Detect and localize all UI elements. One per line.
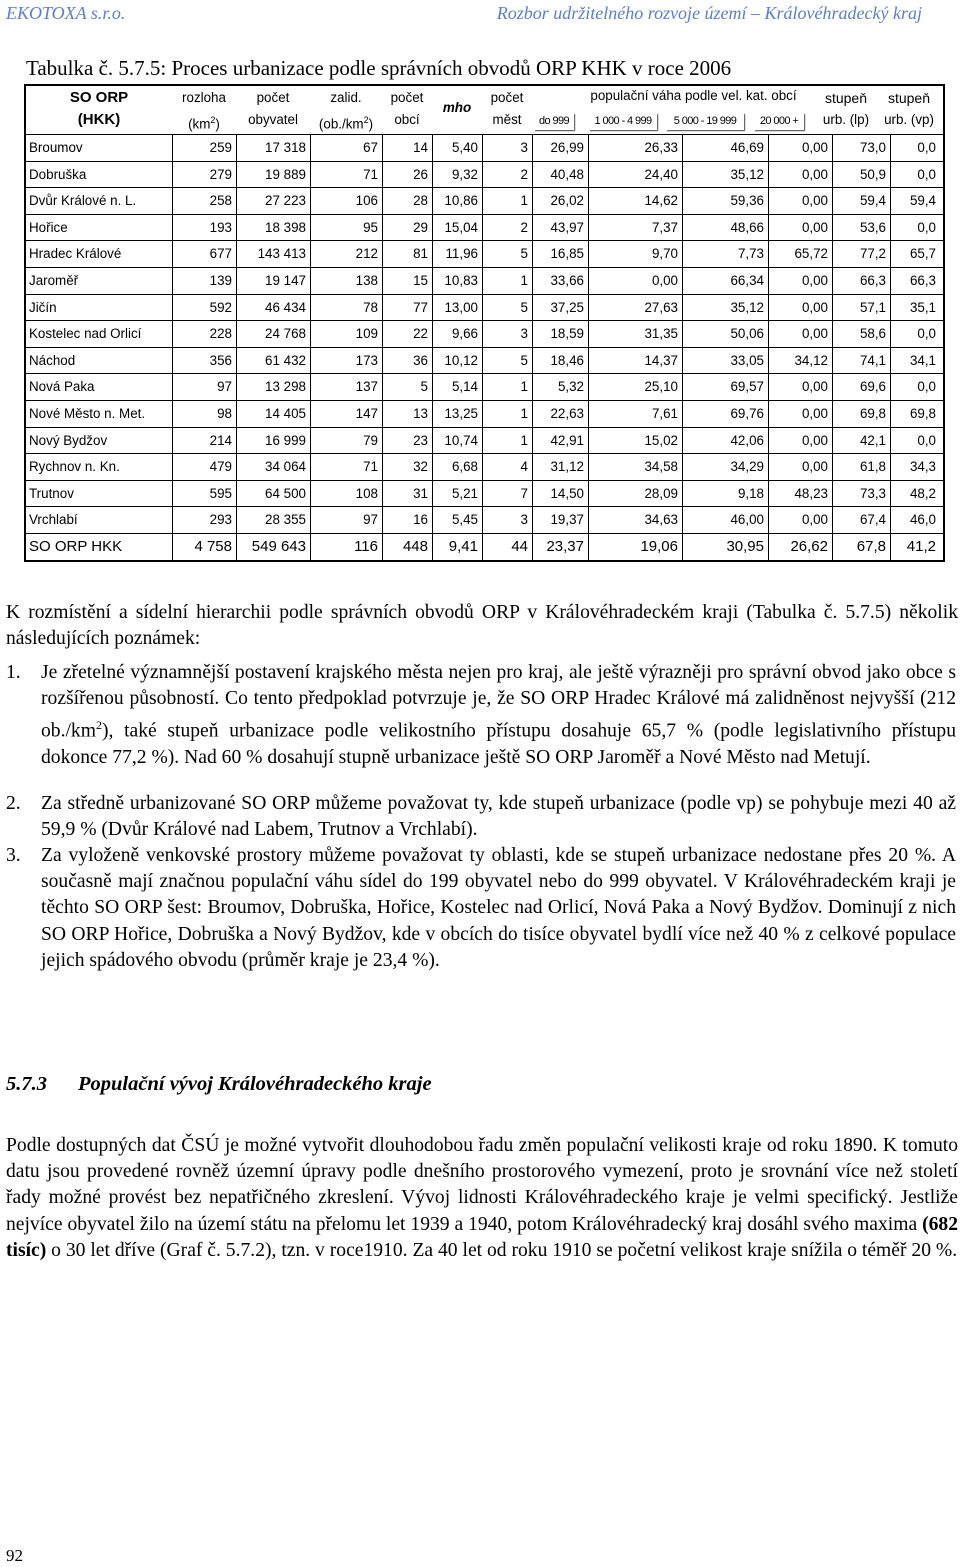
cell-population: 18 398	[265, 219, 306, 235]
column-divider	[482, 134, 483, 560]
cell-orp: Nová Paka	[29, 379, 95, 395]
cell-cat1: 42,91	[550, 432, 584, 448]
cell-urb-vp: 34,3	[909, 459, 936, 475]
cell-density: 137	[355, 379, 378, 395]
cell-population: 13 298	[265, 379, 306, 395]
cell-cat3: 9,18	[737, 485, 764, 501]
cell-municipalities: 14	[413, 140, 428, 155]
cell-cat3: 35,12	[730, 299, 764, 315]
cell-cat4: 0,00	[801, 140, 828, 155]
cell-urb-lp: 67,8	[856, 537, 886, 555]
cell-area: 98	[217, 405, 232, 421]
cell-cat1: 26,99	[550, 140, 584, 155]
col-orp-header: SO ORP (HKK)	[69, 89, 129, 128]
cell-urb-lp: 57,1	[859, 299, 886, 315]
cell-cat3: 42,06	[730, 432, 764, 448]
cell-cat3: 69,76	[730, 405, 764, 421]
cell-cat4: 0,00	[801, 379, 828, 395]
table-row	[26, 215, 943, 242]
cat-header-4: 20 000 +	[754, 113, 804, 130]
cell-cat4: 0,00	[801, 512, 828, 528]
cell-area: 595	[209, 485, 232, 501]
cell-cat4: 0,00	[801, 166, 828, 182]
cell-density: 71	[363, 459, 378, 475]
cell-municipalities: 36	[413, 352, 428, 368]
note-item-3: 3. Za vyloženě venkovské prostory můžeme považovat ty oblasti, kde se stupeň urbanizace nedostane přes 20 %. A současně mají značnou populační váhu sídel do 199 obyvatel nebo do 999 obyvatel. V Královéhradeckém kraji je těchto SO ORP šest: Broumov, Dobruška, Hořice, Kostelec nad Orlicí, Nová Paka a Nový Bydžov. Dominují z nich SO ORP Hořice, Dobruška a Nový Bydžov, kde v obcích do tisíce obyvatel bydlí více než 40 % z celkové populace jejich spádového obvodu (průměr kraje je 23,4 %).	[6, 845, 956, 971]
cell-urb-lp: 42,1	[859, 432, 886, 448]
cell-cat2: 9,70	[651, 246, 678, 262]
cell-towns: 2	[520, 219, 528, 235]
cell-towns: 4	[520, 459, 528, 475]
cell-urb-vp: 48,2	[909, 485, 936, 501]
header-document-title: Rozbor udržitelného rozvoje území – Královéhradecký kraj	[496, 3, 922, 23]
cell-mho: 13,00	[444, 299, 478, 315]
cell-area: 356	[209, 352, 232, 368]
cell-population: 549 643	[251, 537, 306, 555]
cell-area: 479	[209, 459, 232, 475]
cell-orp: Vrchlabí	[29, 512, 78, 528]
cell-mho: 11,96	[445, 246, 478, 262]
cell-municipalities: 81	[413, 246, 428, 262]
column-divider	[682, 134, 683, 560]
cell-area: 139	[209, 272, 232, 288]
cell-area: 293	[209, 512, 232, 528]
cell-area: 193	[209, 219, 232, 235]
cell-towns: 2	[520, 166, 528, 182]
cell-density: 67	[363, 140, 378, 155]
cell-urb-vp: 0,0	[917, 166, 936, 182]
cat-header-3: 5 000 - 19 999	[666, 113, 744, 130]
cell-cat1: 26,02	[550, 193, 584, 209]
cell-density: 78	[363, 299, 378, 315]
cell-cat3: 7,73	[737, 246, 764, 262]
cell-urb-vp: 59,4	[909, 193, 936, 209]
cell-cat3: 50,06	[730, 326, 764, 342]
cell-urb-lp: 59,4	[859, 193, 886, 209]
cell-mho: 10,12	[444, 352, 478, 368]
cell-municipalities: 15	[413, 272, 428, 288]
cell-population: 64 500	[265, 485, 306, 501]
header-company: EKOTOXA s.r.o.	[6, 3, 126, 23]
section-title: Populační vývoj Královéhradeckého kraje	[78, 1073, 432, 1095]
col-municipalities-header: počet obcí	[390, 90, 424, 127]
cell-cat3: 33,05	[730, 352, 764, 368]
cell-cat2: 0,00	[651, 272, 678, 288]
cell-cat4: 0,00	[801, 299, 828, 315]
cell-mho: 9,66	[451, 326, 478, 342]
cell-cat4: 48,23	[794, 485, 828, 501]
cell-orp: Trutnov	[29, 485, 74, 501]
cell-density: 71	[363, 166, 378, 182]
cell-cat1: 31,12	[550, 459, 584, 475]
cell-urb-lp: 73,0	[859, 140, 886, 155]
cell-orp: Hořice	[29, 219, 68, 235]
cell-density: 109	[355, 326, 378, 342]
cell-cat2: 26,33	[644, 140, 678, 155]
cell-cat4: 26,62	[790, 537, 828, 555]
cell-urb-vp: 46,0	[909, 512, 936, 528]
cell-density: 116	[354, 537, 378, 555]
cell-municipalities: 22	[413, 326, 428, 342]
cell-area: 279	[209, 166, 232, 182]
cell-urb-lp: 77,2	[859, 246, 886, 262]
cell-municipalities: 5	[420, 379, 428, 395]
cell-cat4: 0,00	[801, 432, 828, 448]
table-header	[26, 86, 943, 135]
cell-area: 677	[209, 246, 232, 262]
cell-municipalities: 23	[413, 432, 428, 448]
cell-area: 97	[217, 379, 232, 395]
cell-cat2: 19,06	[640, 537, 678, 555]
cell-density: 212	[355, 246, 378, 262]
cell-urb-vp: 65,7	[909, 246, 936, 262]
cell-urb-vp: 66,3	[909, 272, 936, 288]
cell-cat2: 34,58	[644, 459, 678, 475]
cell-towns: 1	[520, 379, 528, 395]
cell-cat1: 23,37	[546, 537, 584, 555]
table-row	[26, 374, 943, 401]
cell-cat3: 59,36	[730, 193, 764, 209]
col-mho-header: mho	[442, 100, 472, 115]
table-row	[26, 135, 943, 162]
cell-mho: 10,86	[444, 193, 478, 209]
cell-urb-vp: 34,1	[909, 352, 936, 368]
cat-header-1: do 999	[534, 113, 574, 130]
cell-mho: 5,40	[451, 140, 478, 155]
cell-cat1: 37,25	[550, 299, 584, 315]
cell-urb-lp: 69,6	[859, 379, 886, 395]
cell-municipalities: 13	[413, 405, 428, 421]
cell-population: 34 064	[265, 459, 306, 475]
cell-orp: Hradec Králové	[29, 246, 122, 262]
cell-cat1: 43,97	[550, 219, 584, 235]
cell-cat3: 46,69	[730, 140, 764, 155]
cell-urb-lp: 66,3	[859, 272, 886, 288]
intro-paragraph: K rozmístění a sídelní hierarchii podle správních obvodů ORP v Královéhradeckém kraji (Tabulka č. 5.7.5) několik následujících poznámek:	[6, 602, 958, 650]
cell-density: 147	[355, 405, 378, 421]
cell-area: 214	[209, 432, 232, 448]
cell-towns: 1	[520, 405, 528, 421]
cell-cat2: 14,62	[644, 193, 678, 209]
cell-cat4: 0,00	[801, 405, 828, 421]
cell-orp: Jaroměř	[29, 272, 79, 288]
cell-towns: 5	[520, 352, 528, 368]
cell-municipalities: 448	[402, 537, 428, 555]
table-row	[26, 534, 943, 560]
cell-mho: 9,32	[451, 166, 478, 182]
cell-orp: Dobruška	[29, 166, 87, 182]
cell-urb-vp: 0,0	[917, 140, 936, 155]
table-row	[26, 162, 943, 189]
cell-cat4: 0,00	[801, 219, 828, 235]
cell-urb-lp: 58,6	[859, 326, 886, 342]
cell-mho: 5,21	[451, 485, 478, 501]
table-row	[26, 428, 943, 455]
cell-urb-vp: 0,0	[917, 326, 936, 342]
cell-towns: 3	[520, 512, 528, 528]
note-item-2: 2. Za středně urbanizované SO ORP můžeme považovat ty, kde stupeň urbanizace (podle vp) se pohybuje mezi 40 až 59,9 % (Dvůr Králové nad Labem, Trutnov a Vrchlabí).	[6, 793, 956, 841]
column-divider	[382, 134, 383, 560]
cell-cat1: 40,48	[550, 166, 584, 182]
cell-cat2: 27,63	[644, 299, 678, 315]
cell-density: 79	[363, 432, 378, 448]
cell-cat1: 22,63	[550, 405, 584, 421]
cell-mho: 5,14	[451, 379, 478, 395]
cell-cat2: 25,10	[644, 379, 678, 395]
cell-cat1: 33,66	[550, 272, 584, 288]
cell-cat2: 7,61	[651, 405, 678, 421]
cell-urb-vp: 0,0	[917, 219, 936, 235]
cell-cat3: 46,00	[730, 512, 764, 528]
col-density-header: zalid. $(ob./km^2)$	[318, 90, 374, 132]
cell-population: 27 223	[265, 193, 306, 209]
table-row	[26, 454, 943, 481]
cell-towns: 1	[520, 193, 528, 209]
cell-towns: 3	[520, 140, 528, 155]
cell-cat1: 18,46	[550, 352, 584, 368]
cell-cat3: 30,95	[726, 537, 764, 555]
cell-cat2: 34,63	[644, 512, 678, 528]
cell-population: 14 405	[265, 405, 306, 421]
cell-orp: Kostelec nad Orlicí	[29, 326, 142, 342]
cell-cat1: 19,37	[550, 512, 584, 528]
cell-mho: 9,41	[448, 537, 478, 555]
table-row	[26, 241, 943, 268]
cell-towns: 1	[520, 272, 528, 288]
cell-orp: Nový Bydžov	[29, 432, 108, 448]
cell-mho: 10,74	[444, 432, 478, 448]
cell-towns: 7	[520, 485, 528, 501]
cell-municipalities: 16	[413, 512, 428, 528]
cell-urb-vp: 0,0	[917, 379, 936, 395]
cell-cat3: 69,57	[730, 379, 764, 395]
cell-area: 228	[209, 326, 232, 342]
cell-towns: 5	[520, 299, 528, 315]
cell-cat4: 34,12	[794, 352, 828, 368]
cell-cat1: 16,85	[550, 246, 584, 262]
table-row	[26, 481, 943, 508]
page-number: 92	[6, 1546, 23, 1565]
col-urb-lp-header: stupeň urb. (lp)	[822, 90, 870, 127]
cell-mho: 15,04	[444, 219, 478, 235]
section-number: 5.7.3	[6, 1073, 47, 1095]
cell-population: 19 889	[265, 166, 306, 182]
cell-cat2: 31,35	[644, 326, 678, 342]
cell-density: 138	[355, 272, 378, 288]
column-divider	[310, 134, 311, 560]
cell-urb-lp: 50,9	[859, 166, 886, 182]
table-row	[26, 348, 943, 375]
table-row	[26, 188, 943, 215]
cell-population: 46 434	[265, 299, 306, 315]
population-weight-header: populační váha podle vel. kat. obcí	[590, 88, 797, 103]
cell-towns: 5	[520, 246, 528, 262]
column-divider	[236, 134, 237, 560]
table-row	[26, 295, 943, 322]
col-population-header: počet obyvatel	[248, 90, 298, 127]
cell-orp: Jičín	[29, 299, 57, 315]
cell-population: 61 432	[265, 352, 306, 368]
cell-urb-lp: 69,8	[859, 405, 886, 421]
column-divider	[432, 134, 433, 560]
cell-cat2: 14,37	[644, 352, 678, 368]
cell-municipalities: 29	[413, 219, 428, 235]
cell-population: 28 355	[265, 512, 306, 528]
note-number: 1.	[6, 662, 21, 683]
cell-orp: SO ORP HKK	[29, 537, 123, 555]
cell-municipalities: 26	[413, 166, 428, 182]
cell-towns: 1	[520, 432, 528, 448]
cell-cat3: 48,66	[730, 219, 764, 235]
cell-municipalities: 28	[413, 193, 428, 209]
cell-cat4: 0,00	[801, 272, 828, 288]
cat-header-2: 1 000 - 4 999	[589, 113, 657, 130]
cell-municipalities: 32	[413, 459, 428, 475]
cell-cat1: 5,32	[557, 379, 584, 395]
col-area-header: rozloha $(km^2)$	[182, 90, 226, 132]
section-heading	[6, 1073, 432, 1096]
cell-urb-vp: 0,0	[917, 432, 936, 448]
population-paragraph: Podle dostupných dat ČSÚ je možné vytvořit dlouhodobou řadu změn populační velikosti kraje od roku 1890. K tomuto datu jsou provedené rovněž územní úpravy podle dnešního prostorového vymezení, proto je srovnání více než století řady možné provést bez nepatřičného zkreslení. Vývoj lidnosti Královéhradeckého kraje je velmi specifický. Jestliže nejvíce obyvatel žilo na území státu na přelomu let 1939 a 1940, potom Královéhradecký kraj dosáhl svého maxima (682 tisíc) o 30 let dříve (Graf č. 5.7.2), tzn. v roce1910. Za 40 let od roku 1910 se početní velikost kraje snížila o téměř 20 %.	[6, 1135, 958, 1261]
cell-cat4: 0,00	[801, 459, 828, 475]
cell-mho: 10,83	[444, 272, 478, 288]
cell-density: 108	[355, 485, 378, 501]
cell-density: 106	[355, 193, 378, 209]
urbanization-table	[24, 84, 945, 562]
column-divider	[532, 134, 533, 560]
cell-urb-vp: 35,1	[909, 299, 936, 315]
cell-cat3: 66,34	[730, 272, 764, 288]
cell-towns: 3	[520, 326, 528, 342]
cell-population: 24 768	[265, 326, 306, 342]
cell-area: 259	[209, 140, 232, 155]
table-caption: Tabulka č. 5.7.5: Proces urbanizace podle správních obvodů ORP KHK v roce 2006	[26, 56, 732, 80]
cell-mho: 6,68	[451, 459, 478, 475]
cell-urb-vp: 41,2	[906, 537, 936, 555]
cell-urb-vp: 69,8	[909, 405, 936, 421]
cell-orp: Dvůr Králové n. L.	[29, 193, 137, 209]
column-divider	[768, 134, 769, 560]
note-item-1: 1. Je zřetelné významnější postavení krajského města nejen pro kraj, ale ještě výrazněji pro správní obvod jako obce s rozšířenou působností. Co tento předpoklad potvrzuje je, že SO ORP Hradec Králové má zalidněnost nejvyšší (212 $ob./km^2$), také stupeň urbanizace podle velikostního přístupu dosahuje 65,7 % (podle legislativního přístupu dokonce 77,2 %). Nad 60 % dosahují stupně urbanizace ještě SO ORP Jaroměř a Nové Město nad Metují.	[6, 662, 956, 769]
cell-orp: Rychnov n. Kn.	[29, 459, 120, 475]
cell-orp: Náchod	[29, 352, 76, 368]
cell-density: 173	[355, 352, 378, 368]
cell-towns: 44	[511, 537, 528, 555]
col-towns-header: počet měst	[490, 90, 524, 127]
cell-orp: Nové Město n. Met.	[29, 405, 146, 421]
cell-cat2: 15,02	[644, 432, 678, 448]
cell-area: 4 758	[194, 537, 232, 555]
cell-urb-lp: 67,4	[859, 512, 886, 528]
table-body	[26, 135, 943, 560]
column-divider	[172, 134, 173, 560]
cell-area: 592	[209, 299, 232, 315]
cell-urb-lp: 61,8	[859, 459, 886, 475]
cell-urb-lp: 53,6	[859, 219, 886, 235]
table-row	[26, 268, 943, 295]
table-row	[26, 321, 943, 348]
cell-population: 143 413	[257, 246, 306, 262]
cell-density: 95	[363, 219, 378, 235]
cell-population: 19 147	[265, 272, 306, 288]
cell-mho: 13,25	[444, 405, 478, 421]
cell-urb-lp: 73,3	[859, 485, 886, 501]
cell-cat3: 34,29	[730, 459, 764, 475]
col-urb-vp-header: stupeň urb. (vp)	[884, 90, 934, 127]
note-number: 2.	[6, 793, 21, 814]
cell-population: 16 999	[265, 432, 306, 448]
note-number: 3.	[6, 845, 21, 866]
cell-area: 258	[209, 193, 232, 209]
cell-municipalities: 31	[413, 485, 428, 501]
cell-orp: Broumov	[29, 140, 83, 155]
column-divider	[832, 134, 833, 560]
cell-urb-lp: 74,1	[859, 352, 886, 368]
cell-population: 17 318	[265, 140, 306, 155]
cell-cat2: 7,37	[651, 219, 678, 235]
table-row	[26, 507, 943, 534]
cell-mho: 5,45	[451, 512, 478, 528]
column-divider	[588, 134, 589, 560]
cell-municipalities: 77	[413, 299, 428, 315]
table-row	[26, 401, 943, 428]
cell-cat4: 65,72	[794, 246, 828, 262]
cell-cat4: 0,00	[801, 326, 828, 342]
cell-cat1: 14,50	[550, 485, 584, 501]
cell-density: 97	[363, 512, 378, 528]
cell-cat2: 28,09	[644, 485, 678, 501]
cell-cat2: 24,40	[644, 166, 678, 182]
cell-cat1: 18,59	[550, 326, 584, 342]
cell-cat3: 35,12	[730, 166, 764, 182]
cell-cat4: 0,00	[801, 193, 828, 209]
column-divider	[890, 134, 891, 560]
